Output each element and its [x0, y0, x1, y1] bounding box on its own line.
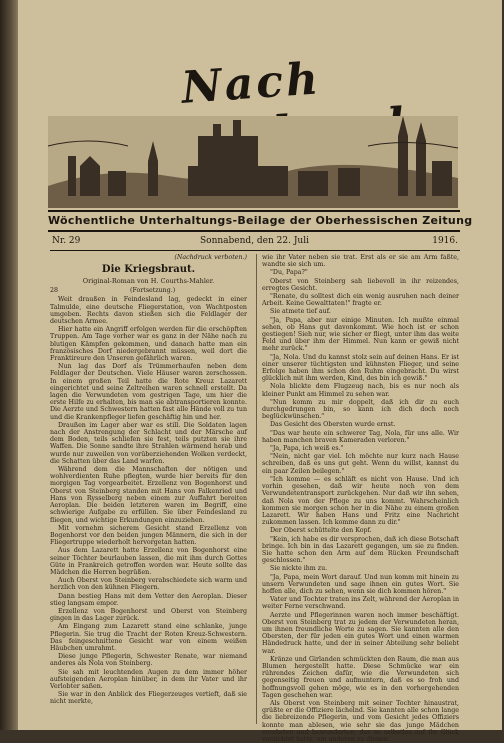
- paragraph: Nola blickte dem Flugzeug nach, bis es nur noch als kleiner Punkt am Himmel zu sehen war.: [262, 383, 459, 398]
- continuation-label: (Fortsetzung.): [130, 287, 176, 295]
- paragraph: Aus dem Lazarett hatte Erzellenz von Bogenhorst eine seiner Töchter beurlauben lassen, die mit ihm durch Gottes Güte in Frankreich getroffen worden war. Heute sollte das Mädchen die Herren begrüßen.: [50, 547, 247, 576]
- masthead: [48, 53, 458, 208]
- masthead-title: Nach: [179, 53, 323, 114]
- binding-spine: [0, 0, 18, 730]
- paragraph: Vater und Tochter traten ins Zelt, während der Aeroplan in weiter Ferne verschwand.: [262, 596, 459, 611]
- paragraph: Dann bestieg Hans mit dem Vetter den Aeroplan. Dieser stieg langsam empor.: [50, 592, 247, 607]
- story-title: Die Kriegsbraut.: [101, 264, 196, 276]
- paragraph: Sie war in den Anblick des Fliegerzeuges vertieft, daß sie nicht merkte,: [50, 691, 247, 706]
- chapter-number: 28: [50, 287, 59, 295]
- masthead-subtitle: Wöchentliche Unterhaltungs-Beilage der Oberhessischen Zeitung: [48, 214, 473, 227]
- right-column: [262, 254, 459, 743]
- paragraph: "Ich komme — es schläft es nicht von Hause. Und ich vorhin gesehen, daß wir heute noch von dem Verwundetentransport zurückgehen. Nur daß wir ihn sehen, daß Nola von der Pflege zu uns kommt. Wahrscheinlich kommen sie morgen schon her in die Nähe zu einem großen Lazarett. Wir haben Hans und Fritz eine Nachricht zukommen lassen. Ich komme dann zu dir.": [262, 475, 459, 527]
- paragraph: "Das war heute ein schwerer Tag, Nola, für uns alle. Wir haben manchen braven Kameraden verloren.": [262, 429, 459, 444]
- paragraph: Sie sah mit leuchtenden Augen zu dem immer höher aufsteigenden Aeroplan hinüber, in dem ihr Vater und ihr Verlobter saßen.: [50, 668, 247, 690]
- paragraph: Als Oberst von Steinberg mit seiner Tochter hinaustrat, grüßte er die Offiziere lächelnd. Sie kannten alle schon lange die liebreizende Pflegerin, und vom Gesicht jedes Offiziers konnte man ablesen, wie sehr sie das junge Mädchen verehrten und bewunderten, das so selbstlos auf ihr Glück verzichtet hatte, um anderen zu dienen.: [262, 699, 459, 743]
- paragraph: Diese junge Pflegerin, Schwester Renate, war niemand anderes als Nola von Steinberg.: [50, 653, 247, 668]
- paragraph: Das Gesicht des Obersten wurde ernst.: [270, 421, 396, 429]
- paragraph: "Ja, Nola. Und du kannst stolz sein auf deinen Hans. Er ist einer unserer tüchtigsten und kühnsten Flieger, und seine Erfolge haben ihm schon den Ruhm eingebracht. Du wirst glücklich mit ihm werden, Kind, des bin ich gewiß.": [262, 353, 459, 383]
- paragraph: Draußen im Lager aber war es still. Die Soldaten lagen nach der Anstrengung der Schlacht und der Märsche auf dem Boden, teils schliefen sie fest, teils putzten sie ihre Waffen. Die Sonne sandte ihre Strahlen wärmend herab und wurde nur zuweilen von vorüberziehenden Wolken verdeckt, die Schatten über das Land warfen.: [50, 421, 247, 465]
- paragraph: "Renate, du solltest dich ein wenig ausruhen nach deiner Arbeit. Keine Gewalttaten!" fragte er.: [262, 293, 459, 308]
- left-column: [50, 254, 247, 724]
- paragraph: "Du, Papa?": [270, 269, 308, 277]
- paragraph: Der Oberst schüttelte den Kopf.: [270, 527, 372, 535]
- paragraph: "Nein, nicht gar viel. Ich möchte nur kurz nach Hause schreiben, daß es uns gut geht. Wenn du willst, kannst du ein paar Zeilen beilegen.": [262, 453, 459, 475]
- paragraph: Mit vornehm sicherem Gesicht stand Erzellenz von Bogenhorst vor den beiden jungen Männern, die sich in der Fliegertruppe wiederholt hervorgetan hatten.: [50, 524, 247, 547]
- paragraph: "Ja, Papa, mein Wort darauf. Und nun komm mit hinein zu unsern Verwundeten und sage ihnen ein gutes Wort. Sie hoffen alle, dich zu sehen, wenn sie dich kommen hören.": [262, 573, 459, 595]
- paragraph: Erzellenz von Bogenhorst und Oberst von Steinberg gingen in das Lager zurück.: [50, 607, 247, 623]
- story-byline: Original-Roman von H. Courths-Mahler.: [82, 277, 215, 286]
- subtitle-banner: [48, 210, 473, 232]
- paragraph: Sie atmete tief auf.: [270, 308, 331, 316]
- paragraph: Während dem die Mannschaften der nötigen und wohlverdienten Ruhe pflegten, wurde hier bereits für den morgigen Tag vorgearbeitet. Erzellenz von Bogenhorst und Oberst von Steinberg standen mit Hans von Falkenried und Hans von Rysselberg neben einem zur Auffahrt bereiten Aeroplan. Die beiden letzteren waren im Begriff, eine schwierige Aufgabe zu erfüllen. Sie über Feindesland zu fliegen, und wichtige Erkundungen einzuziehen.: [50, 466, 247, 524]
- masthead-town-illustration: [48, 116, 458, 208]
- paragraph: Am Eingang zum Lazarett stand eine schlanke, junge Pflegerin. Sie trug die Tracht der Roten Kreuz-Schwestern. Das feingeschnittene Gesicht war von einem weißen Häubchen umrahmt.: [50, 623, 247, 652]
- paragraph: Kränze und Girlanden schmückten den Raum, die man aus Blumen hergestellt hatte. Diese Schmücke war ein rührendes Zeichen dafür, wie die Verwundeten sich gegenseitig freuen und aufmuntern, daß es so froh und hoffnungsvoll gehen möge, wie es in den vorhergehenden Tagen geschehen war.: [262, 655, 459, 699]
- paragraph: wie ihr Vater neben sie trat. Erst als er sie am Arm faßte, wandte sie sich um.: [262, 254, 459, 269]
- paragraph: Oberst von Steinberg sah liebevoll in ihr reizendes, erregtes Gesicht.: [262, 277, 459, 292]
- issue-number: Nr. 29: [52, 236, 81, 246]
- chapter-row: [50, 287, 247, 296]
- paragraph: "Ja, Papa, aber nur einige Minuten. Ich mußte einmal sehen, ob Hans gut davonkommt. Wie hoch ist er schon gestiegen! Sieh nur, wie sicher er fliegt, unter ihm das weite Feld und über ihm der Himmel. Nun kann er gewiß nicht mehr zurück.": [262, 316, 459, 353]
- paragraph: "Kein, ich habe es dir versprochen, daß ich diese Botschaft bringe. Ich bin in das Lazarett gegangen, um sie zu finden. Sie hatte schon den Arm auf dem Rücken Freundschaft geschlossen.": [262, 535, 459, 565]
- paragraph: Sie nickte ihm zu.: [270, 565, 328, 573]
- column-divider: [256, 254, 257, 724]
- paragraph: Hier hatte ein Angriff erfolgen werden für die erschöpften Truppen. Am Tage vorher war es ganz in der Nähe nach zu blutigen Kämpfen gekommen, und danach hatte man ein französisches Dorf niedergebrannt müssen, weil dort die Franktireure den Unseren gefährlich waren.: [50, 326, 247, 363]
- paragraph: Aerzte und Pflegerinnen waren noch immer beschäftigt. Oberst von Steinberg trat zu jedem der Verwundeten heran, um ihnen freundliche Worte zu sagen. Sie kannten alle den Obersten, der für jeden ein gutes Wort und einen warmen Händedruck hatte, und der in seiner Abteilung sehr beliebt war.: [262, 611, 459, 655]
- paragraph: Nun lag das Dorf als Trümmerhaufen neben dem Feldlager der Deutschen. Viele Häuser waren zerschossen. In einem großen Teil hatte die Rote Kreuz Lazarett eingerichtet und seine Zeltreihen waren schnell erstellt. Da lagen die Verwundeten vom gestrigen Tage, um hier die erste Hilfe zu erhalten, bis man sie abtransportieren konnte. Die Aerzte und Schwestern hatten fast alle Hände voll zu tun und die Krankenpfleger liefen geschäftig hin und her.: [50, 363, 247, 421]
- paragraph: Weit draußen in Feindesland lag, gedeckt in einer Talmulde, eine deutsche Fliegerstation, von Wachtposten umgeben. Rechts davon stießen sich die Feldlager der deutschen Armee.: [50, 296, 247, 326]
- issue-info-row: [50, 236, 460, 251]
- issue-year: 1916.: [432, 236, 458, 246]
- paragraph: Auch Oberst von Steinberg verabschiedete sich warm und herzlich von den kühnen Fliegern.: [50, 577, 247, 592]
- paragraph: "Nun komm zu mir doppelt, daß ich dir zu euch durchgedrungen bin, so kann ich dich doch noch beglückwünschen.": [262, 398, 459, 421]
- reprint-note: (Nachdruck verboten.): [174, 254, 247, 261]
- issue-date: Sonnabend, den 22. Juli: [200, 236, 309, 246]
- paragraph: "Ja, Papa, ich weiß es.": [270, 445, 344, 453]
